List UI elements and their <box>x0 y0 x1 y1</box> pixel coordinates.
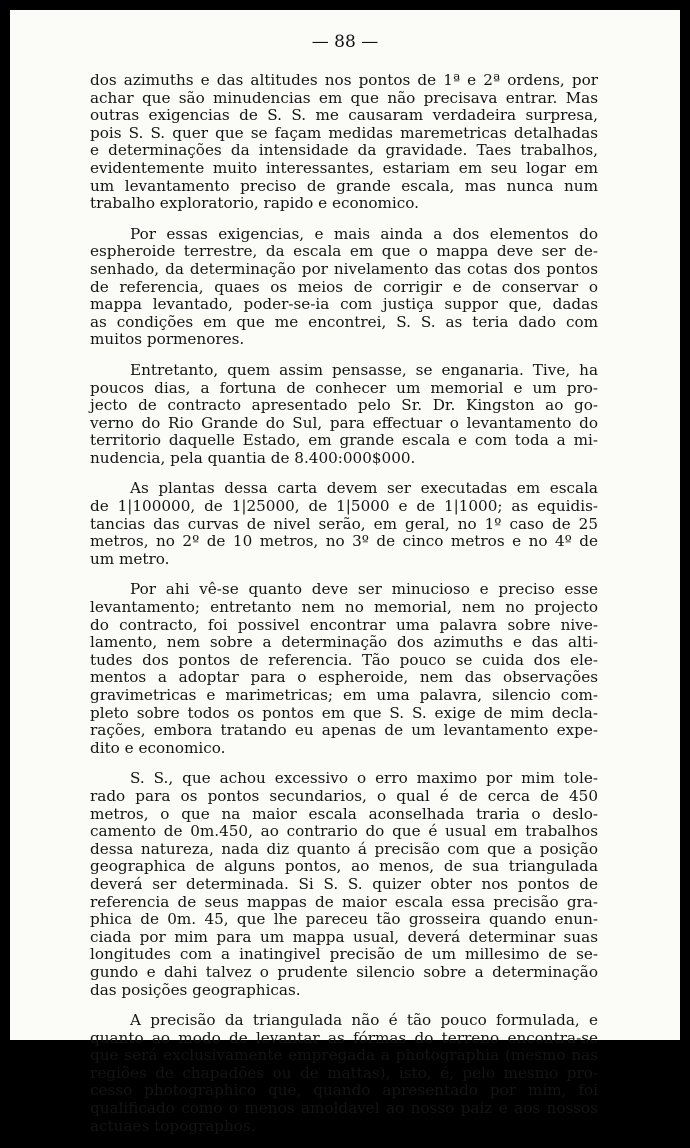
paragraph <box>90 770 598 999</box>
text-line: que será exclusivamente empregada a photographia (mesmo nas <box>90 1046 598 1065</box>
text-line: dito e economico. <box>90 738 226 757</box>
book-page <box>10 10 680 1135</box>
text-line: metros, o que na maior escala aconselhada traria o deslo- <box>90 804 598 823</box>
text-line: pleto sobre todos os pontos em que S. S. exige de mim decla- <box>90 703 598 722</box>
text-line: territorio daquelle Estado, em grande escala e com toda a mi- <box>90 431 598 450</box>
text-line: trabalho exploratorio, rapido e economico. <box>90 194 419 213</box>
text-line: poucos dias, a fortuna de conhecer um memorial e um pro- <box>90 378 598 397</box>
text-line: dos azimuths e das altitudes nos pontos de 1ª e 2ª ordens, por <box>90 71 598 89</box>
text-line: Por ahi vê-se quanto deve ser minucioso e preciso esse <box>130 580 598 599</box>
text-line: nudencia, pela quantia de 8.400:000$000. <box>90 448 416 467</box>
text-line: tudes dos pontos de referencia. Tão pouco se cuida dos ele- <box>90 650 598 669</box>
text-line: mappa levantado, poder-se-ia com justiça suppor que, dadas <box>90 295 598 314</box>
paragraph <box>90 1012 598 1135</box>
text-line: phica de 0m. 45, que lhe pareceu tão grosseira quando enun- <box>90 910 598 929</box>
text-line: qualificado como o menos amoldavel ao nosso paiz e aos nossos <box>90 1099 598 1118</box>
text-line: um metro. <box>90 549 170 568</box>
text-line: S. S., que achou excessivo o erro maximo por mim tole- <box>130 769 598 788</box>
text-line: espheroide terrestre, da escala em que o mappa deve ser de- <box>90 242 598 261</box>
text-line: actuaes topographos. <box>90 1116 256 1135</box>
text-line: lamento, nem sobre a determinação dos azimuths e das alti- <box>90 633 598 652</box>
text-line: ciada por mim para um mappa usual, deverá determinar suas <box>90 927 598 946</box>
paragraph <box>90 581 598 757</box>
text-line: deverá ser determinada. Si S. S. quizer obter nos pontos de <box>90 874 598 893</box>
text-line: gundo e dahi talvez o prudente silencio sobre a determinação <box>90 962 598 981</box>
text-line: muitos pormenores. <box>90 330 245 349</box>
text-line: Por essas exigencias, e mais ainda a dos elementos do <box>130 224 598 243</box>
text-line: tancias das curvas de nivel serão, em geral, no 1º caso de 25 <box>90 514 598 533</box>
text-line: um levantamento preciso de grande escala, mas nunca num <box>90 176 598 195</box>
text-line: jecto de contracto apresentado pelo Sr. Dr. Kingston ao go- <box>90 396 598 415</box>
text-line: rações, embora tratando eu apenas de um levantamento expe- <box>90 721 598 740</box>
text-line: geographica de alguns pontos, ao menos, de sua triangulada <box>90 857 598 876</box>
text-line: verno do Rio Grande do Sul, para effectuar o levantamento do <box>90 413 598 432</box>
text-line: pois S. S. quer que se façam medidas maremetricas detalhadas <box>90 123 598 142</box>
paragraph <box>90 226 598 349</box>
text-line: outras exigencias de S. S. me causaram verdadeira surpresa, <box>90 106 598 125</box>
text-line: de 1|100000, de 1|25000, de 1|5000 e de 1|1000; as equidis- <box>90 497 598 516</box>
paragraph <box>90 72 598 213</box>
paragraph <box>90 362 598 468</box>
text-line: metros, no 2º de 10 metros, no 3º de cinco metros e no 4º de <box>90 532 598 551</box>
page-number: — 88 — <box>311 32 379 52</box>
text-line: senhado, da determinação por nivelamento das cotas dos pontos <box>90 259 598 278</box>
text-line: longitudes com a inatingivel precisão de um millesimo de se- <box>90 945 598 964</box>
paragraph <box>90 480 598 568</box>
text-line: evidentemente muito interessantes, estariam em seu logar em <box>90 158 598 177</box>
text-line: quanto ao modo de levantar as fórmas do terreno encontra-se <box>90 1028 598 1047</box>
text-line: cesso photographico que, quando apresentado por mim, foi <box>90 1081 598 1100</box>
text-line: dessa natureza, nada diz quanto á precisão com que a posição <box>90 839 598 858</box>
text-line: Entretanto, quem assim pensasse, se enganaria. Tive, ha <box>130 360 598 379</box>
text-line: achar que são minudencias em que não precisava entrar. Mas <box>90 88 598 107</box>
text-line: as condições em que me encontrei, S. S. as teria dado com <box>90 312 598 331</box>
text-line: das posições geographicas. <box>90 980 301 999</box>
text-line: de referencia, quaes os meios de corrigir e de conservar o <box>90 277 598 296</box>
text-line: camento de 0m.450, ao contrario do que é usual em trabalhos <box>90 822 598 841</box>
text-line: regiões de chapadões ou de mattas), isto, é, pelo mesmo pro- <box>90 1063 598 1082</box>
text-line: A precisão da triangulada não é tão pouco formulada, e <box>130 1011 598 1030</box>
text-line: referencia de seus mappas de maior escala essa precisão gra- <box>90 892 598 911</box>
text-line: do contracto, foi possivel encontrar uma palavra sobre nive- <box>90 615 598 634</box>
text-line: rado para os pontos secundarios, o qual é de cerca de 450 <box>90 786 598 805</box>
body-text <box>90 72 598 1148</box>
text-line: e determinações da intensidade da gravidade. Taes trabalhos, <box>90 141 598 160</box>
text-line: mentos a adoptar para o espheroide, nem das observações <box>90 668 598 687</box>
text-line: levantamento; entretanto nem no memorial, nem no projecto <box>90 598 598 617</box>
text-line: gravimetricas e marimetricas; em uma palavra, silencio com- <box>90 686 598 704</box>
text-line: As plantas dessa carta devem ser executadas em escala <box>130 479 598 498</box>
